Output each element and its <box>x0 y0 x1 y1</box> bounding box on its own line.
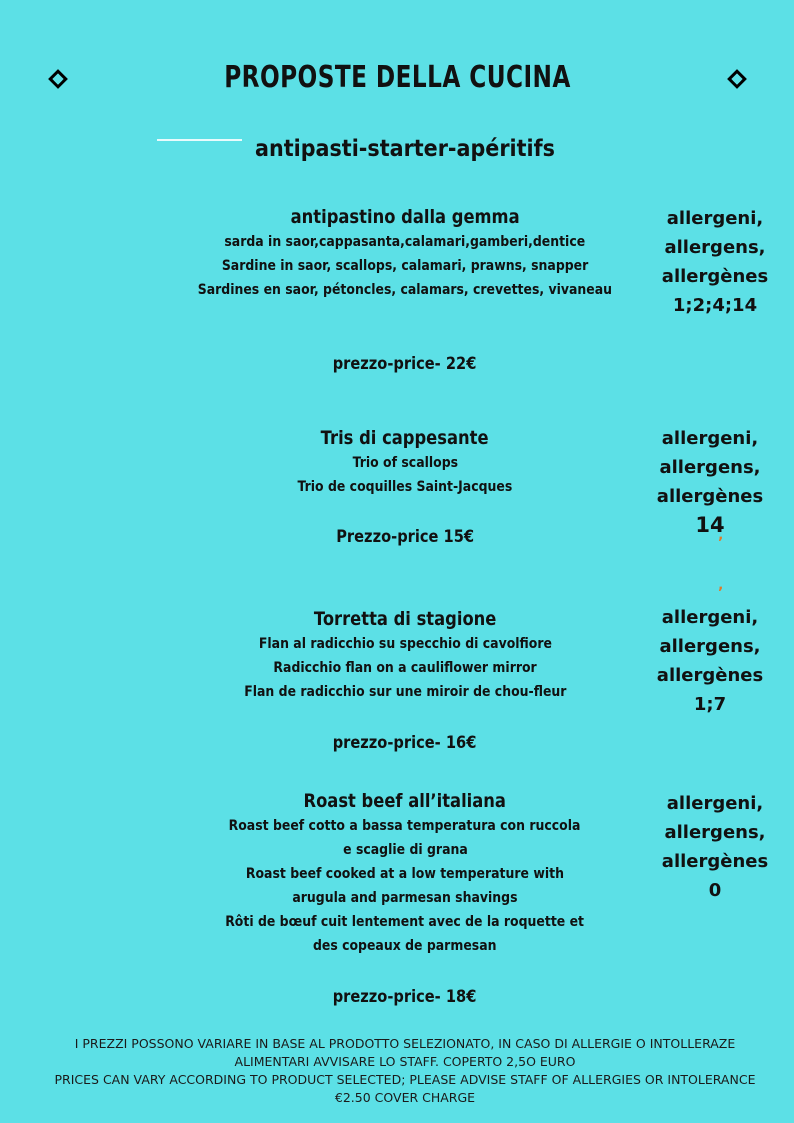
allergen-label: allergènes <box>656 665 764 686</box>
allergen-label: allergeni, <box>661 428 759 449</box>
dish-price: prezzo-price- 22€ <box>333 354 477 374</box>
footer-line: €2.50 COVER CHARGE <box>334 1090 476 1105</box>
allergen-info <box>640 603 780 719</box>
dish-description: des copeaux de parmesan <box>313 938 497 954</box>
footer-notice <box>40 1035 770 1107</box>
dish-description: Flan de radicchio sur une miroir de chou-fleur <box>243 684 567 700</box>
dish-description: Rôti de bœuf cuit lentement avec de la roquette et <box>225 914 585 930</box>
dish-name: Tris di cappesante <box>321 427 489 449</box>
dish-name: Roast beef all’italiana <box>303 790 507 812</box>
stray-mark: ʼ <box>718 535 724 551</box>
dish-description: arugula and parmesan shavings <box>292 890 518 906</box>
dish-description: Trio of scallops <box>352 455 458 471</box>
dish-description: Roast beef cotto a bassa temperatura con ruccola <box>229 818 581 834</box>
dish-description: Sardines en saor, pétoncles, calamars, crevettes, vivaneau <box>197 282 613 298</box>
allergen-codes: 1;7 <box>693 694 727 715</box>
dish-item <box>160 425 650 499</box>
allergen-label: allergeni, <box>661 607 759 628</box>
dish-name: Torretta di stagione <box>313 608 497 630</box>
allergen-label: allergènes <box>656 486 764 507</box>
allergen-label: allergens, <box>659 457 761 478</box>
allergen-label: allergènes <box>661 266 769 287</box>
stray-mark: ʼ <box>718 585 724 601</box>
allergen-codes: 1;2;4;14 <box>672 295 758 316</box>
dish-description: Sardine in saor, scallops, calamari, prawns, snapper <box>221 258 589 274</box>
dish-price: Prezzo-price 15€ <box>336 527 474 547</box>
allergen-label: allergens, <box>664 822 766 843</box>
allergen-codes: 0 <box>708 880 722 901</box>
section-title: antipasti-starter-apéritifs <box>255 136 555 162</box>
allergen-label: allergens, <box>664 237 766 258</box>
dish-description: Flan al radicchio su specchio di cavolfiore <box>258 636 552 652</box>
dish-name: antipastino dalla gemma <box>290 206 520 228</box>
dish-price: prezzo-price- 18€ <box>333 987 477 1007</box>
footer-line: I PREZZI POSSONO VARIARE IN BASE AL PRODOTTO SELEZIONATO, IN CASO DI ALLERGIE O INTOLLERAZE <box>74 1036 736 1051</box>
dish-description: Roast beef cooked at a low temperature with <box>245 866 565 882</box>
allergen-label: allergeni, <box>666 793 764 814</box>
dish-description: e scaglie di grana <box>342 842 468 858</box>
dish-description: Radicchio flan on a cauliflower mirror <box>273 660 537 676</box>
allergen-info <box>640 424 780 540</box>
page-title: PROPOSTE DELLA CUCINA <box>223 60 571 95</box>
dish-description: Trio de coquilles Saint-Jacques <box>297 479 513 495</box>
allergen-info <box>645 789 785 905</box>
footer-line: PRICES CAN VARY ACCORDING TO PRODUCT SELECTED; PLEASE ADVISE STAFF OF ALLERGIES OR INTOLERANCE <box>54 1072 756 1087</box>
allergen-info <box>645 204 785 320</box>
dish-item <box>160 606 650 704</box>
dish-description: sarda in saor,cappasanta,calamari,gamberi,dentice <box>224 234 586 250</box>
allergen-codes: 14 <box>695 513 725 537</box>
dish-item <box>160 204 650 302</box>
footer-line: ALIMENTARI AVVISARE LO STAFF. COPERTO 2,5O EURO <box>234 1054 576 1069</box>
allergen-label: allergens, <box>659 636 761 657</box>
allergen-label: allergeni, <box>666 208 764 229</box>
allergen-label: allergènes <box>661 851 769 872</box>
dish-price: prezzo-price- 16€ <box>333 733 477 753</box>
dish-item <box>160 788 650 958</box>
